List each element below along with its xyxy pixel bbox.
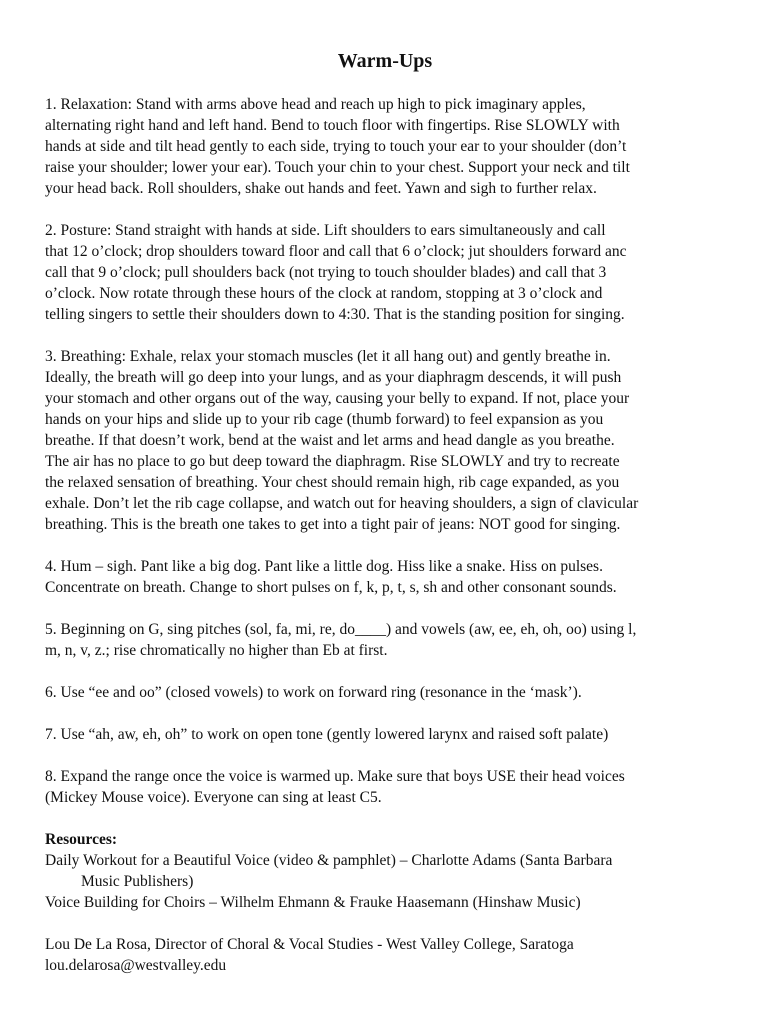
section-hum-sigh (45, 556, 725, 598)
text-line: Ideally, the breath will go deep into your lungs, and as your diaphragm descends, it will push (45, 369, 622, 386)
text-line: call that 9 o’clock; pull shoulders back (not trying to touch shoulder blades) and call that 3 (45, 264, 607, 281)
text-line: 4. Hum – sigh. Pant like a big dog. Pant like a little dog. Hiss like a snake. Hiss on pulses. (45, 558, 603, 575)
resources-heading: Resources: (45, 831, 118, 848)
text-line: breathing. This is the breath one takes to get into a tight pair of jeans: NOT good for singing. (45, 516, 621, 533)
text-line: alternating right hand and left hand. Bend to touch floor with fingertips. Rise SLOWLY with (45, 117, 620, 134)
text-line: telling singers to settle their shoulders down to 4:30. That is the standing position for singing. (45, 306, 625, 323)
resource-entry: Voice Building for Choirs – Wilhelm Ehmann & Frauke Haasemann (Hinshaw Music) (45, 894, 581, 911)
text-line: 6. Use “ee and oo” (closed vowels) to work on forward ring (resonance in the ‘mask’). (45, 684, 582, 701)
author-email: lou.delarosa@westvalley.edu (45, 957, 227, 974)
text-line: your head back. Roll shoulders, shake out hands and feet. Yawn and sigh to further relax. (45, 180, 597, 197)
author-contact (45, 934, 725, 976)
section-breathing (45, 346, 725, 535)
section-pitches (45, 619, 725, 661)
text-line: The air has no place to go but deep toward the diaphragm. Rise SLOWLY and try to recreate (45, 453, 620, 470)
section-relaxation (45, 94, 725, 199)
text-line: 5. Beginning on G, sing pitches (sol, fa, mi, re, do____) and vowels (aw, ee, eh, oh, oo) using l, (45, 621, 637, 638)
text-line: 2. Posture: Stand straight with hands at side. Lift shoulders to ears simultaneously and call (45, 222, 606, 239)
text-line: hands at side and tilt head gently to each side, trying to touch your ear to your shoulder (don’t (45, 138, 627, 155)
text-line: the relaxed sensation of breathing. Your chest should remain high, rib cage expanded, as you (45, 474, 620, 491)
section-closed-vowels (45, 682, 725, 703)
document-page (45, 48, 725, 976)
resources-section (45, 829, 725, 913)
text-line: exhale. Don’t let the rib cage collapse, and watch out for heaving shoulders, a sign of clavicular (45, 495, 639, 512)
text-line: 1. Relaxation: Stand with arms above head and reach up high to pick imaginary apples, (45, 96, 586, 113)
text-line: (Mickey Mouse voice). Everyone can sing at least C5. (45, 789, 382, 806)
text-line: 3. Breathing: Exhale, relax your stomach muscles (let it all hang out) and gently breathe in. (45, 348, 611, 365)
text-line: o’clock. Now rotate through these hours of the clock at random, stopping at 3 o’clock and (45, 285, 603, 302)
author-line: Lou De La Rosa, Director of Choral & Vocal Studies - West Valley College, Saratoga (45, 936, 574, 953)
resource-entry: Daily Workout for a Beautiful Voice (video & pamphlet) – Charlotte Adams (Santa Barbara (45, 852, 613, 869)
text-line: 7. Use “ah, aw, eh, oh” to work on open tone (gently lowered larynx and raised soft palate) (45, 726, 609, 743)
text-line: 8. Expand the range once the voice is warmed up. Make sure that boys USE their head voices (45, 768, 625, 785)
text-line: m, n, v, z.; rise chromatically no higher than Eb at first. (45, 642, 388, 659)
section-open-tone (45, 724, 725, 745)
section-posture (45, 220, 725, 325)
text-line: hands on your hips and slide up to your rib cage (thumb forward) to feel expansion as you (45, 411, 604, 428)
text-line: Concentrate on breath. Change to short pulses on f, k, p, t, s, sh and other consonant sounds. (45, 579, 617, 596)
text-line: your stomach and other organs out of the way, causing your belly to expand. If not, place your (45, 390, 630, 407)
resource-entry-continuation: Music Publishers) (81, 873, 194, 890)
section-range (45, 766, 725, 808)
text-line: that 12 o’clock; drop shoulders toward floor and call that 6 o’clock; jut shoulders forward anc (45, 243, 627, 260)
text-line: raise your shoulder; lower your ear). Touch your chin to your chest. Support your neck and tilt (45, 159, 630, 176)
text-line: breathe. If that doesn’t work, bend at the waist and let arms and head dangle as you breathe. (45, 432, 615, 449)
page-title: Warm-Ups (337, 50, 433, 72)
